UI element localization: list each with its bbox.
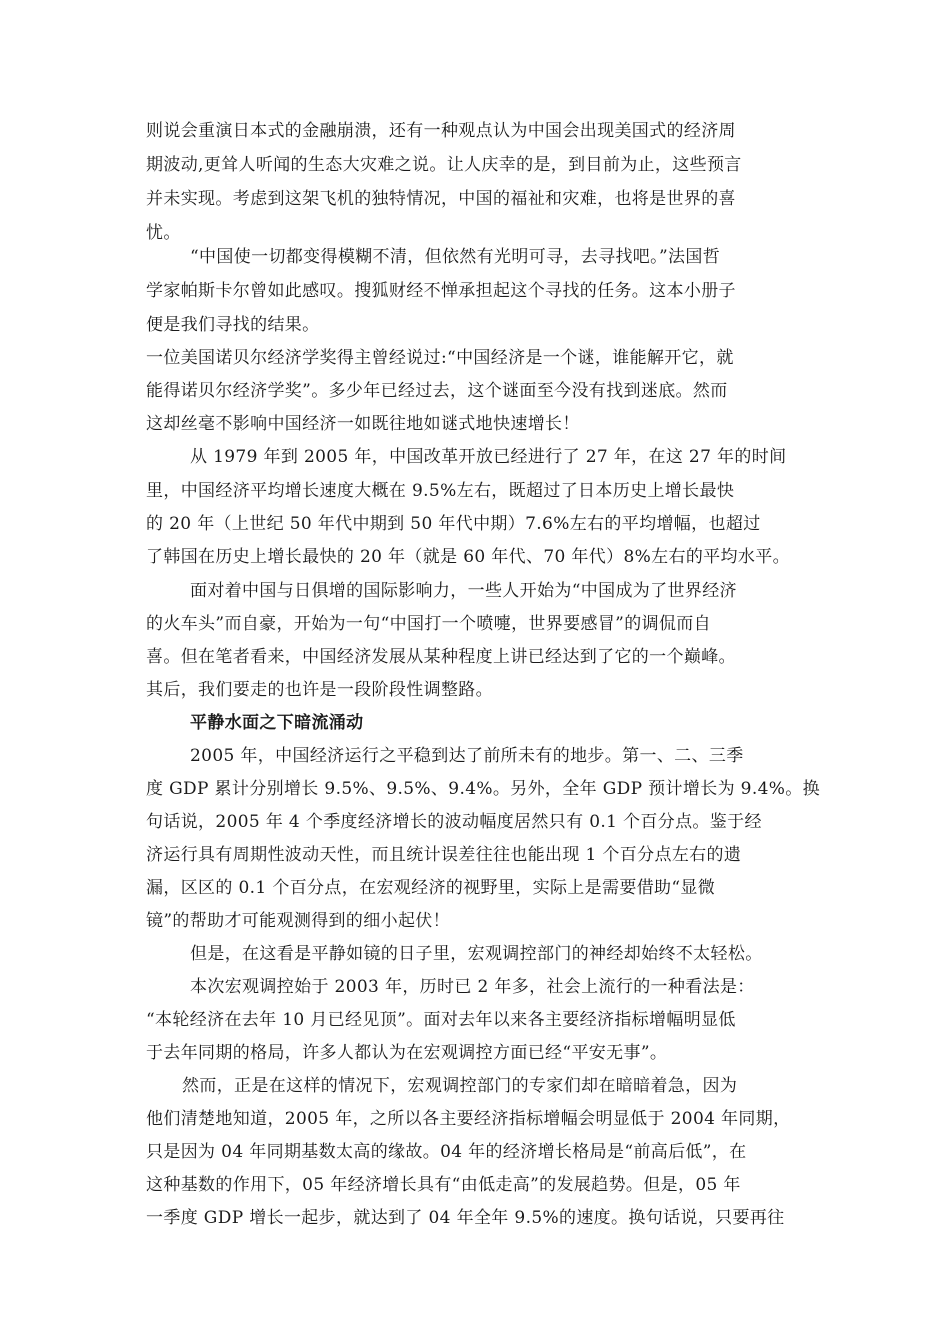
text-line: 于去年同期的格局，许多人都认为在宏观调控方面已经“平安无事”。	[146, 1043, 668, 1063]
text-line: 学家帕斯卡尔曾如此感叹。搜狐财经不惮承担起这个寻找的任务。这本小册子	[146, 281, 736, 301]
text-line: 里，中国经济平均增长速度大概在 9.5%左右，既超过了日本历史上增长最快	[146, 481, 735, 501]
text-line: 这种基数的作用下，05 年经济增长具有“由低走高”的发展趋势。但是，05 年	[146, 1175, 741, 1195]
text-line: 则说会重演日本式的金融崩溃，还有一种观点认为中国会出现美国式的经济周	[146, 121, 736, 141]
text-line: 但是，在这看是平静如镜的日子里，宏观调控部门的神经却始终不太轻松。	[190, 944, 763, 964]
text-line: 期波动,更耸人听闻的生态大灾难之说。让人庆幸的是，到目前为止，这些预言	[146, 155, 742, 175]
text-line: 然而，正是在这样的情况下，宏观调控部门的专家们却在暗暗着急，因为	[182, 1076, 738, 1096]
text-line: 一位美国诺贝尔经济学奖得主曾经说过:“中国经济是一个谜，谁能解开它，就	[146, 348, 734, 368]
text-line: 能得诺贝尔经济学奖”。多少年已经过去，这个谜面至今没有找到迷底。然而	[146, 381, 728, 401]
section-heading: 平静水面之下暗流涌动	[190, 713, 364, 733]
text-line: 镜”的帮助才可能观测得到的细小起伏！	[146, 911, 450, 931]
text-line: 漏，区区的 0.1 个百分点，在宏观经济的视野里，实际上是需要借助“显微	[146, 878, 716, 898]
text-line: 其后，我们要走的也许是一段阶段性调整路。	[146, 680, 493, 700]
text-line: 度 GDP 累计分别增长 9.5%、9.5%、9.4%。另外，全年 GDP 预计增长为 9.4%。换	[146, 779, 820, 799]
text-line: 句话说，2005 年 4 个季度经济增长的波动幅度居然只有 0.1 个百分点。鉴于经	[146, 812, 762, 832]
text-line: “中国使一切都变得模糊不清，但依然有光明可寻，去寻找吧。”法国哲	[190, 247, 721, 267]
text-line: 本次宏观调控始于 2003 年，历时已 2 年多，社会上流行的一种看法是：	[190, 977, 755, 997]
text-line: 喜。但在笔者看来，中国经济发展从某种程度上讲已经达到了它的一个巅峰。	[146, 647, 736, 667]
text-line: 并未实现。考虑到这架飞机的独特情况，中国的福祉和灾难，也将是世界的喜	[146, 189, 736, 209]
text-line: 忧。	[146, 223, 181, 243]
text-line: 面对着中国与日俱增的国际影响力，一些人开始为“中国成为了世界经济	[190, 581, 737, 601]
text-line: 的火车头”而自豪，开始为一句“中国打一个喷嚏，世界要感冒”的调侃而自	[146, 614, 711, 634]
text-line: 济运行具有周期性波动天性，而且统计误差往往也能出现 1 个百分点左右的遗	[146, 845, 742, 865]
text-line: 这却丝毫不影响中国经济一如既往地如谜式地快速增长！	[146, 414, 580, 434]
text-line: “本轮经济在去年 10 月已经见顶”。面对去年以来各主要经济指标增幅明显低	[146, 1010, 736, 1030]
text-line: 只是因为 04 年同期基数太高的缘故。04 年的经济增长格局是“前高后低”，在	[146, 1142, 747, 1162]
text-line: 一季度 GDP 增长一起步，就达到了 04 年全年 9.5%的速度。换句话说，只要再往	[146, 1208, 785, 1228]
text-line: 了韩国在历史上增长最快的 20 年（就是 60 年代、70 年代）8%左右的平均水平。	[146, 547, 790, 567]
text-line: 他们清楚地知道，2005 年，之所以各主要经济指标增幅会明显低于 2004 年同期，	[146, 1109, 791, 1129]
text-line: 便是我们寻找的结果。	[146, 315, 320, 335]
text-line: 从 1979 年到 2005 年，中国改革开放已经进行了 27 年，在这 27 年的时间	[190, 447, 787, 467]
text-line: 2005 年，中国经济运行之平稳到达了前所未有的地步。第一、二、三季	[190, 746, 744, 766]
text-line: 的 20 年（上世纪 50 年代中期到 50 年代中期）7.6%左右的平均增幅，也超过	[146, 514, 761, 534]
